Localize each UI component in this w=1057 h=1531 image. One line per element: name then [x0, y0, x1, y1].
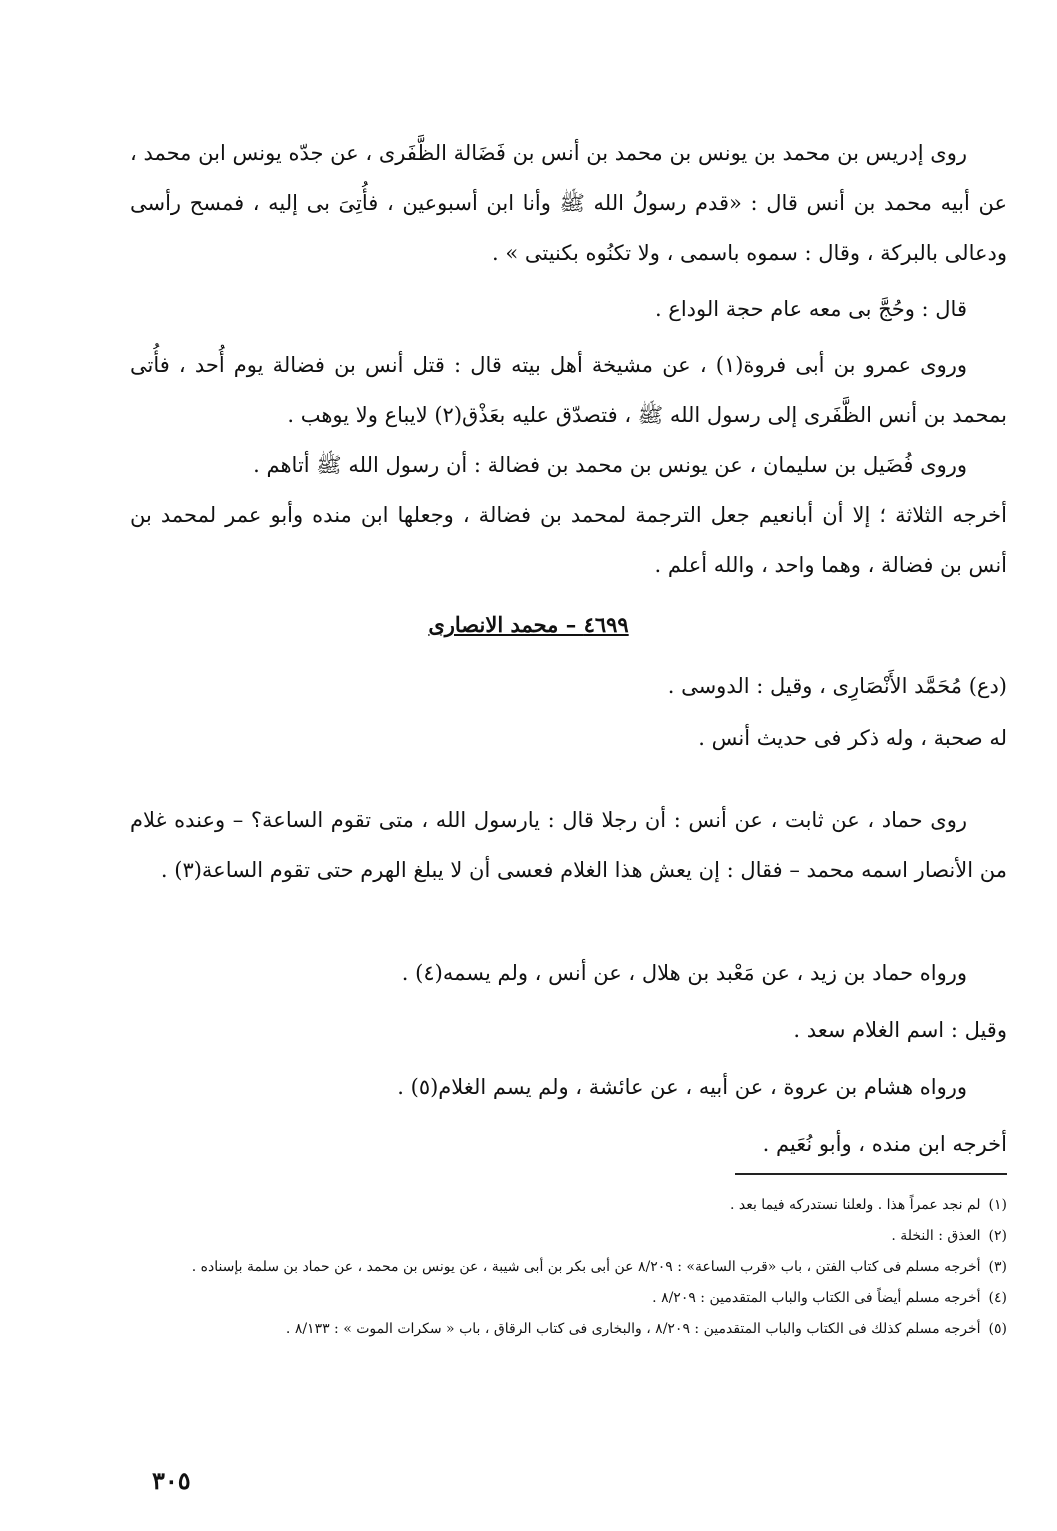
footnote-text: العذق : النخلة .	[891, 1228, 981, 1244]
footnote-text: أخرجه مسلم فى كتاب الفتن ، باب «قرب الساعة» : ٨/٢٠٩ عن أبى بكر بن أبى شيبة ، عن يونس بن محمد ، عن حماد بن سلمة بإسناده .	[191, 1259, 981, 1275]
paragraph: روى إدريس بن محمد بن يونس بن محمد بن أنس بن فَضَالة الظَّفَرى ، عن جدّه يونس ابن محمد ، عن أبيه محمد بن أنس قال : «قدم رسولُ الله ﷺ وأنا ابن أسبوعين ، فأُتِىَ بى إليه ، فمسح رأسى ودعالى بالبركة ، وقال : سموه باسمى ، ولا تكنُوه بكنيتى » .	[130, 141, 1007, 265]
paragraph: ورواه حماد بن زيد ، عن مَعْبد بن هلال ، عن أنس ، ولم يسمه(٤) .	[401, 961, 967, 985]
footnote	[130, 1190, 1007, 1221]
footnote-number: (١)	[988, 1197, 1007, 1213]
paragraph: أخرجه ابن منده ، وأبو نُعَيم .	[762, 1132, 1007, 1156]
entry-heading: ٤٦٩٩ – محمد الانصارى	[428, 612, 629, 637]
footnote	[130, 1252, 1007, 1283]
footnote	[130, 1283, 1007, 1314]
paragraph: وروى فُضَيل بن سليمان ، عن يونس بن محمد بن فضالة : أن رسول الله ﷺ أتاهم .	[253, 453, 967, 477]
paragraph: قال : وحُجَّ بى معه عام حجة الوداع .	[654, 297, 967, 321]
footnote-number: (٤)	[988, 1290, 1007, 1306]
page-number: ٣٠٥	[152, 1466, 191, 1495]
footnote-divider	[735, 1173, 1007, 1175]
footnote-text: لم نجد عمراً هذا . ولعلنا نستدركه فيما بعد .	[729, 1197, 981, 1213]
footnote-number: (٣)	[988, 1259, 1007, 1275]
entry-intro	[130, 660, 1007, 764]
paragraph: وقيل : اسم الغلام سعد .	[793, 1018, 1007, 1042]
paragraph: أخرجه الثلاثة ؛ إلا أن أبانعيم جعل الترجمة لمحمد بن فضالة ، وجعلها ابن منده وأبو عمر لمحمد بن أنس بن فضالة ، وهما واحد ، والله أعلم .	[130, 503, 1007, 577]
footnotes	[130, 1190, 1007, 1345]
paragraph: وروى عمرو بن أبى فروة(١) ، عن مشيخة أهل بيته قال : قتل أنس بن فضالة يوم أُحد ، فأُتى بمحمد بن أنس الظَّفَرى إلى رسول الله ﷺ ، فتصدّق عليه بعَذْق(٢) لايباع ولا يوهب .	[130, 353, 1007, 427]
footnote	[130, 1221, 1007, 1252]
footnote-text: أخرجه مسلم أيضاً فى الكتاب والباب المتقدمين : ٨/٢٠٩ .	[652, 1290, 981, 1306]
paragraph: (دع) مُحَمَّد الأَنْصَارِى ، وقيل : الدوسى .	[667, 674, 1007, 698]
footnote-text: أخرجه مسلم كذلك فى الكتاب والباب المتقدمين : ٨/٢٠٩ ، والبخارى فى كتاب الرقاق ، باب « سكرات الموت » : ٨/١٣٣ .	[285, 1321, 981, 1337]
footnote-number: (٥)	[988, 1321, 1007, 1337]
footnote	[130, 1314, 1007, 1345]
paragraph: له صحبة ، وله ذكر فى حديث أنس .	[698, 726, 1007, 750]
footnote-number: (٢)	[988, 1228, 1007, 1244]
entry-continuation	[130, 128, 1007, 590]
entry-narrations	[130, 945, 1007, 1173]
entry-hadith	[130, 795, 1007, 895]
paragraph: روى حماد ، عن ثابت ، عن أنس : أن رجلا قال : يارسول الله ، متى تقوم الساعة؟ – وعنده غلام من الأنصار اسمه محمد – فقال : إن يعش هذا الغلام فعسى أن لا يبلغ الهرم حتى تقوم الساعة(٣) .	[130, 808, 1007, 882]
paragraph: ورواه هشام بن عروة ، عن أبيه ، عن عائشة ، ولم يسم الغلام(٥) .	[397, 1075, 967, 1099]
